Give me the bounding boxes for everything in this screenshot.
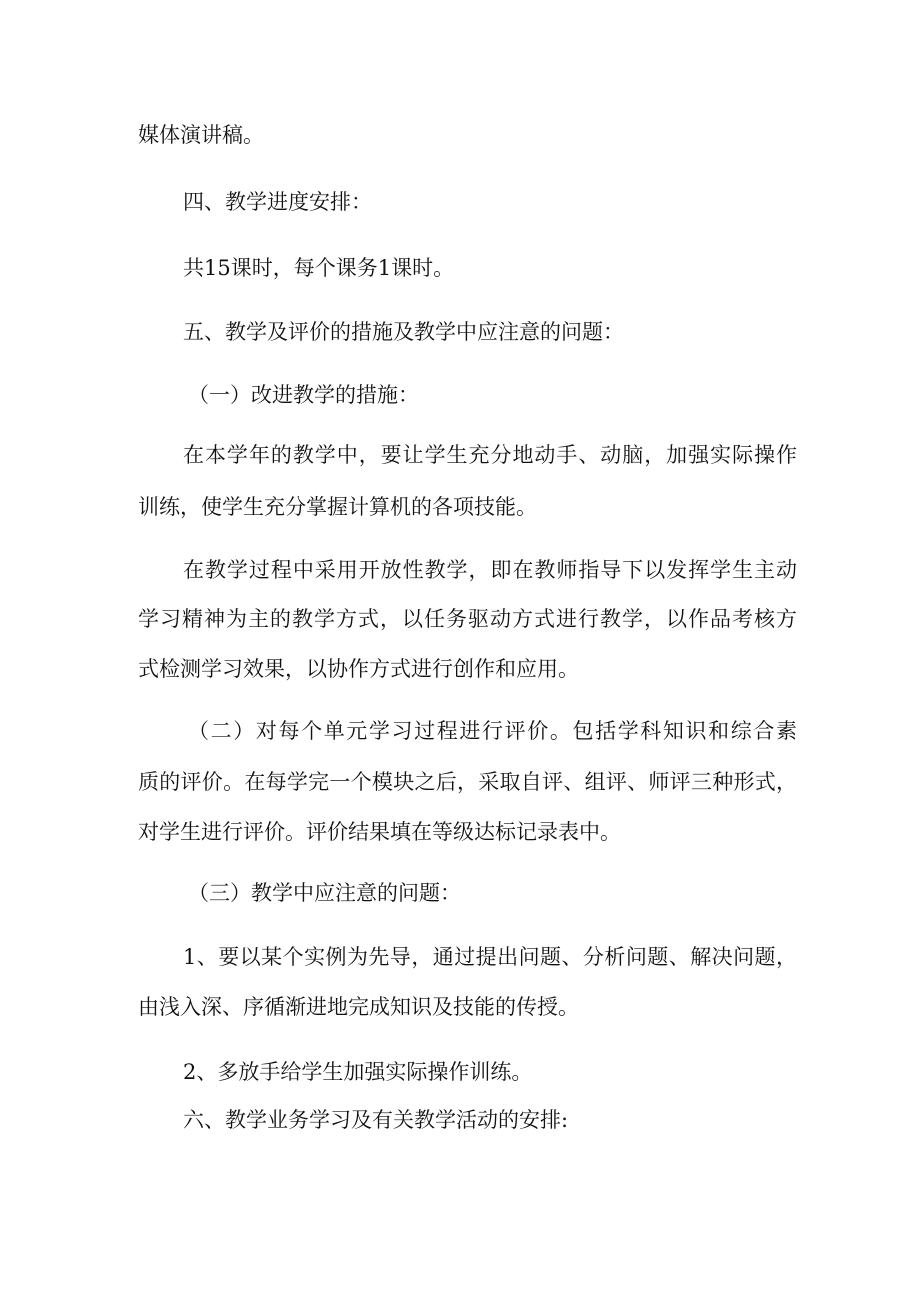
- paragraph-line: 共15课时，每个课务1课时。: [183, 256, 455, 280]
- paragraph-line: 学习精神为主的教学方式，以任务驱动方式进行教学，以作品考核方: [138, 607, 797, 631]
- paragraph-line: 由浅入深、序循渐进地完成知识及技能的传授。: [138, 995, 579, 1019]
- subsection-heading-3: （三）教学中应注意的问题：: [188, 881, 461, 905]
- subsection-heading-2: （二）对每个单元学习过程进行评价。包括学科知识和综合素: [188, 719, 797, 743]
- paragraph-line: 2、多放手给学生加强实际操作训练。: [183, 1060, 533, 1084]
- section-heading-measures: 五、教学及评价的措施及教学中应注意的问题：: [183, 320, 624, 344]
- paragraph-line: 在教学过程中采用开放性教学，即在教师指导下以发挥学生主动: [183, 558, 797, 582]
- paragraph-line: 式检测学习效果，以协作方式进行创作和应用。: [138, 657, 579, 681]
- paragraph-line: 1、要以某个实例为先导，通过提出问题、分析问题、解决问题，: [183, 945, 797, 969]
- paragraph-line: 质的评价。在每学完一个模块之后，采取自评、组评、师评三种形式，: [138, 770, 797, 794]
- section-heading-schedule: 四、教学进度安排：: [183, 190, 372, 214]
- section-heading-activities: 六、教学业务学习及有关教学活动的安排:: [183, 1108, 569, 1132]
- paragraph-line: 对学生进行评价。评价结果填在等级达标记录表中。: [138, 820, 621, 844]
- paragraph-line: 在本学年的教学中，要让学生充分地动手、动脑，加强实际操作: [183, 443, 797, 467]
- subsection-heading-1: （一）改进教学的措施：: [188, 383, 419, 407]
- paragraph-line: 媒体演讲稿。: [138, 123, 264, 147]
- paragraph-line: 训练，使学生充分掌握计算机的各项技能。: [138, 495, 537, 519]
